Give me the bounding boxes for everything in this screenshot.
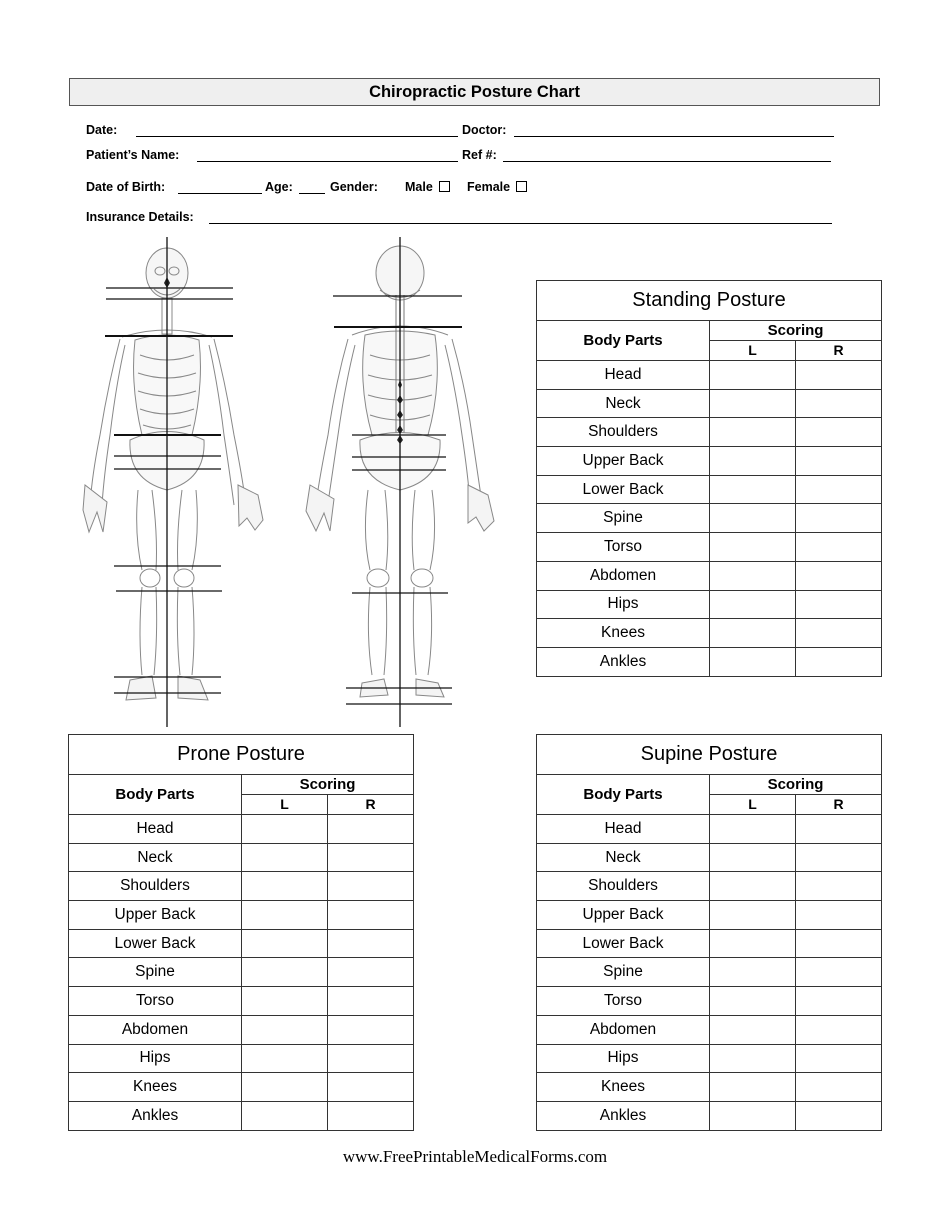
score-left-cell[interactable] <box>242 987 328 1016</box>
skeleton-front-figure <box>83 248 263 700</box>
dob-field[interactable] <box>178 193 262 194</box>
patient-name-field[interactable] <box>197 161 458 162</box>
table-row <box>537 1073 882 1102</box>
score-left-cell[interactable] <box>710 475 796 504</box>
table-row <box>69 1015 414 1044</box>
score-right-cell[interactable] <box>796 901 882 930</box>
body-part-cell: Torso <box>537 987 710 1016</box>
table-title: Prone Posture <box>69 735 414 775</box>
body-part-cell: Head <box>537 815 710 844</box>
table-row <box>537 418 882 447</box>
score-right-cell[interactable] <box>796 619 882 648</box>
table-row <box>537 1101 882 1130</box>
scoring-header: Scoring <box>242 775 414 795</box>
score-left-cell[interactable] <box>710 1101 796 1130</box>
table-row <box>69 872 414 901</box>
table-row <box>69 1044 414 1073</box>
male-checkbox[interactable] <box>439 181 450 192</box>
table-row <box>537 815 882 844</box>
score-right-cell[interactable] <box>796 418 882 447</box>
score-right-cell[interactable] <box>328 1101 414 1130</box>
score-right-cell[interactable] <box>796 533 882 562</box>
body-part-cell: Ankles <box>537 1101 710 1130</box>
right-header: R <box>796 795 882 815</box>
body-part-cell: Ankles <box>537 647 710 676</box>
score-left-cell[interactable] <box>710 361 796 390</box>
footer-url[interactable]: www.FreePrintableMedicalForms.com <box>342 1147 608 1166</box>
score-left-cell[interactable] <box>242 929 328 958</box>
score-left-cell[interactable] <box>710 958 796 987</box>
table-row <box>537 872 882 901</box>
table-row <box>69 929 414 958</box>
score-right-cell[interactable] <box>796 1073 882 1102</box>
left-header: L <box>710 341 796 361</box>
score-left-cell[interactable] <box>710 418 796 447</box>
score-left-cell[interactable] <box>710 619 796 648</box>
date-label: Date: <box>86 123 118 137</box>
body-part-cell: Upper Back <box>537 447 710 476</box>
body-part-cell: Hips <box>537 590 710 619</box>
score-right-cell[interactable] <box>328 987 414 1016</box>
score-left-cell[interactable] <box>242 815 328 844</box>
body-part-cell: Ankles <box>69 1101 242 1130</box>
score-left-cell[interactable] <box>710 647 796 676</box>
score-right-cell[interactable] <box>796 504 882 533</box>
age-field[interactable] <box>299 193 325 194</box>
male-option[interactable] <box>405 180 450 194</box>
score-left-cell[interactable] <box>710 815 796 844</box>
score-left-cell[interactable] <box>710 1015 796 1044</box>
body-parts-header: Body Parts <box>69 775 242 815</box>
score-right-cell[interactable] <box>796 1101 882 1130</box>
score-left-cell[interactable] <box>710 872 796 901</box>
body-parts-header: Body Parts <box>537 321 710 361</box>
score-left-cell[interactable] <box>242 958 328 987</box>
body-part-cell: Torso <box>537 533 710 562</box>
right-header: R <box>328 795 414 815</box>
skeleton-illustration <box>80 235 500 730</box>
score-right-cell[interactable] <box>796 361 882 390</box>
score-right-cell[interactable] <box>796 987 882 1016</box>
female-option[interactable] <box>467 180 527 194</box>
body-part-cell: Upper Back <box>69 901 242 930</box>
score-left-cell[interactable] <box>242 1073 328 1102</box>
insurance-label: Insurance Details: <box>86 210 194 224</box>
table-row <box>537 447 882 476</box>
dob-label: Date of Birth: <box>86 180 166 194</box>
score-right-cell[interactable] <box>328 901 414 930</box>
score-right-cell[interactable] <box>328 815 414 844</box>
score-right-cell[interactable] <box>328 1073 414 1102</box>
body-parts-header: Body Parts <box>537 775 710 815</box>
table-row <box>537 958 882 987</box>
score-right-cell[interactable] <box>796 843 882 872</box>
score-left-cell[interactable] <box>242 872 328 901</box>
insurance-field[interactable] <box>209 223 832 224</box>
score-right-cell[interactable] <box>796 590 882 619</box>
body-part-cell: Lower Back <box>537 929 710 958</box>
table-row <box>537 647 882 676</box>
prone-posture-table <box>68 734 414 1131</box>
score-left-cell[interactable] <box>710 389 796 418</box>
score-right-cell[interactable] <box>796 475 882 504</box>
score-right-cell[interactable] <box>796 872 882 901</box>
gender-label: Gender: <box>330 180 378 194</box>
table-title: Standing Posture <box>537 281 882 321</box>
right-header: R <box>796 341 882 361</box>
body-part-cell: Lower Back <box>69 929 242 958</box>
score-right-cell[interactable] <box>328 1044 414 1073</box>
left-header: L <box>710 795 796 815</box>
body-part-cell: Shoulders <box>69 872 242 901</box>
page-title: Chiropractic Posture Chart <box>69 78 880 106</box>
table-row <box>537 619 882 648</box>
body-part-cell: Head <box>69 815 242 844</box>
score-left-cell[interactable] <box>710 590 796 619</box>
body-part-cell: Shoulders <box>537 418 710 447</box>
body-part-cell: Abdomen <box>69 1015 242 1044</box>
score-right-cell[interactable] <box>796 929 882 958</box>
score-left-cell[interactable] <box>710 987 796 1016</box>
body-part-cell: Upper Back <box>537 901 710 930</box>
score-right-cell[interactable] <box>328 843 414 872</box>
body-part-cell: Neck <box>537 389 710 418</box>
score-right-cell[interactable] <box>796 447 882 476</box>
table-row <box>537 561 882 590</box>
score-left-cell[interactable] <box>242 901 328 930</box>
score-left-cell[interactable] <box>710 447 796 476</box>
score-right-cell[interactable] <box>796 958 882 987</box>
body-part-cell: Hips <box>537 1044 710 1073</box>
male-label: Male <box>405 180 433 194</box>
score-left-cell[interactable] <box>710 901 796 930</box>
score-right-cell[interactable] <box>328 958 414 987</box>
score-left-cell[interactable] <box>710 533 796 562</box>
score-right-cell[interactable] <box>796 1015 882 1044</box>
table-row <box>537 533 882 562</box>
score-left-cell[interactable] <box>710 504 796 533</box>
table-row <box>537 843 882 872</box>
doctor-field[interactable] <box>514 136 834 137</box>
body-part-cell: Spine <box>69 958 242 987</box>
table-row <box>537 1044 882 1073</box>
body-part-cell: Shoulders <box>537 872 710 901</box>
score-left-cell[interactable] <box>710 929 796 958</box>
supine-posture-table <box>536 734 882 1131</box>
table-row <box>537 590 882 619</box>
score-right-cell[interactable] <box>328 872 414 901</box>
body-part-cell: Head <box>537 361 710 390</box>
table-row <box>69 815 414 844</box>
body-part-cell: Abdomen <box>537 1015 710 1044</box>
body-part-cell: Neck <box>69 843 242 872</box>
score-left-cell[interactable] <box>710 1044 796 1073</box>
scoring-header: Scoring <box>710 775 882 795</box>
score-left-cell[interactable] <box>710 1073 796 1102</box>
female-label: Female <box>467 180 511 194</box>
table-row <box>537 389 882 418</box>
left-header: L <box>242 795 328 815</box>
score-left-cell[interactable] <box>242 1015 328 1044</box>
score-right-cell[interactable] <box>328 1015 414 1044</box>
patient-name-label: Patient’s Name: <box>86 148 180 162</box>
table-row <box>537 361 882 390</box>
table-row <box>69 1101 414 1130</box>
score-right-cell[interactable] <box>796 1044 882 1073</box>
table-row <box>69 958 414 987</box>
table-row <box>537 987 882 1016</box>
date-field[interactable] <box>136 136 458 137</box>
body-part-cell: Knees <box>69 1073 242 1102</box>
standing-posture-table <box>536 280 882 677</box>
table-row <box>537 475 882 504</box>
body-part-cell: Spine <box>537 504 710 533</box>
female-checkbox[interactable] <box>516 181 527 192</box>
ref-field[interactable] <box>503 161 831 162</box>
score-right-cell[interactable] <box>796 815 882 844</box>
score-right-cell[interactable] <box>328 929 414 958</box>
table-row <box>537 929 882 958</box>
table-row <box>69 987 414 1016</box>
body-part-cell: Knees <box>537 619 710 648</box>
body-part-cell: Spine <box>537 958 710 987</box>
score-left-cell[interactable] <box>242 1101 328 1130</box>
table-row <box>69 1073 414 1102</box>
body-part-cell: Abdomen <box>537 561 710 590</box>
table-row <box>537 1015 882 1044</box>
score-left-cell[interactable] <box>242 1044 328 1073</box>
table-row <box>69 901 414 930</box>
body-part-cell: Knees <box>537 1073 710 1102</box>
score-left-cell[interactable] <box>242 843 328 872</box>
score-right-cell[interactable] <box>796 647 882 676</box>
score-left-cell[interactable] <box>710 843 796 872</box>
table-row <box>537 504 882 533</box>
body-part-cell: Lower Back <box>537 475 710 504</box>
scoring-header: Scoring <box>710 321 882 341</box>
body-part-cell: Torso <box>69 987 242 1016</box>
table-title: Supine Posture <box>537 735 882 775</box>
body-part-cell: Hips <box>69 1044 242 1073</box>
doctor-label: Doctor: <box>462 123 507 137</box>
score-left-cell[interactable] <box>710 561 796 590</box>
ref-label: Ref #: <box>462 148 497 162</box>
table-row <box>537 901 882 930</box>
score-right-cell[interactable] <box>796 561 882 590</box>
score-right-cell[interactable] <box>796 389 882 418</box>
table-row <box>69 843 414 872</box>
age-label: Age: <box>265 180 293 194</box>
body-part-cell: Neck <box>537 843 710 872</box>
